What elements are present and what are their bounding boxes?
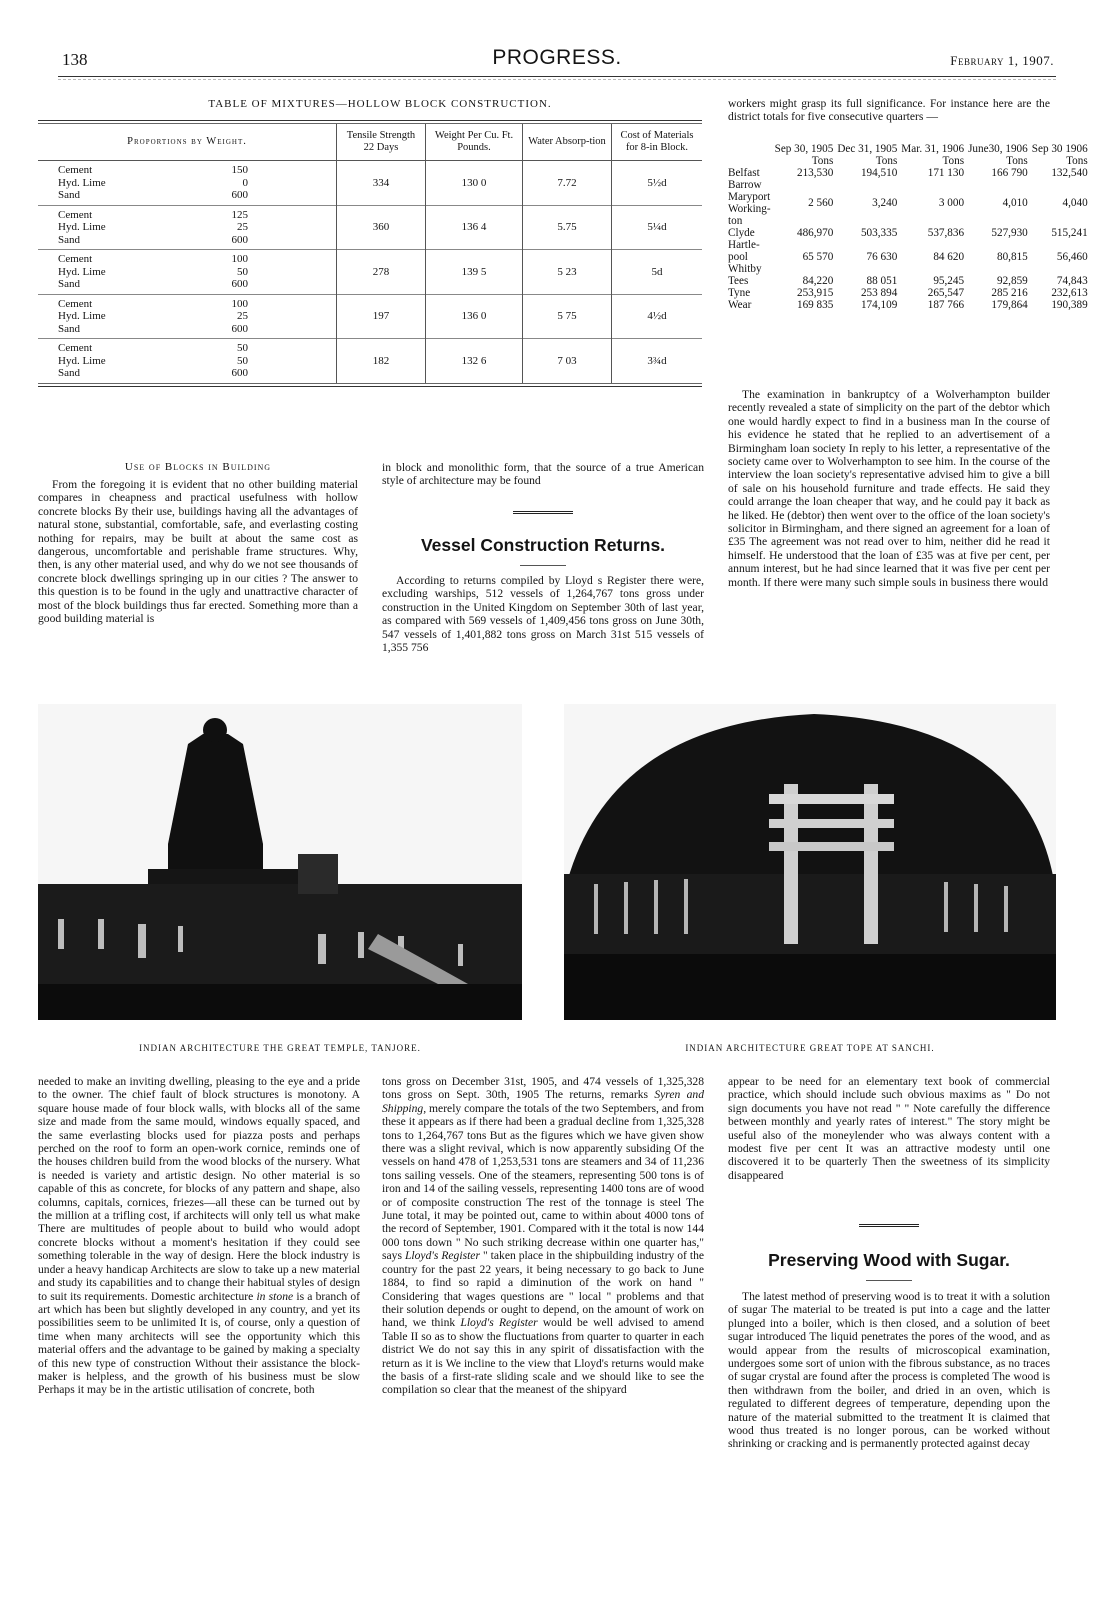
mix-cost-cell: 5d [612,250,703,295]
table-row [38,161,702,206]
sugar-headline: Preserving Wood with Sugar. [768,1250,1010,1270]
table-row [726,179,1090,227]
mix-amount: 600 [231,278,248,290]
mix-amount: 600 [231,367,248,379]
tonnage-value: 187 766 [927,299,965,311]
tonnage-value: 179,864 [991,299,1028,311]
mix-amount: 50 [237,342,248,354]
mix-tensile-cell: 197 [337,294,426,339]
mix-line [58,234,248,247]
headline-underline [866,1280,912,1281]
blocks-para-1-text: From the foregoing it is evident that no other building material compares in cheapness and practical usefulness with hollow concrete blocks By their use, buildings having all the advantages of natural stone, substantial, comfortable, safe, and everlasting costing nothing for repairs, may be built at about the same cost as dangerous, uncomfortable and perishable frame structures. Why, then, is any other material used, and why do we not see thousands of concrete block dwellings springing up in our cities ? The answer to this question is to be found in the ugly and unattractive character of most of the block buildings thus far erected. Something more than a good building material is [38,478,358,626]
tonnage-value: 174,109 [860,299,898,311]
blocks-para-3 [382,461,704,488]
shipping-intro: workers might grasp its full significance. For instance here are the district totals for five consecutive quarters — [728,97,1050,124]
mix-ingredient: Sand [58,367,80,379]
tonnage-value: 80,815 [996,251,1028,263]
blocks-para-2-b: is a branch of art which has been but slightly developed in any country, and yet its possibilities seem to be unlimited It is, of course, only a question of time when many architects will see the opportunity which this material offers and the advantage to be gained by making a specialty of this new type of construction Without their assistance the block-maker is helpless, and the growth of his business must be slow Perhaps it may be in the artistic utilisation of concrete, both [38,1289,361,1397]
tonnage-value: 285 216 [991,287,1028,299]
mix-line [58,164,248,177]
col-weight: Weight Per Cu. Ft. Pounds. [426,124,523,161]
tonnage-value: 515,241 [1051,227,1088,239]
blocks-para-3-text: in block and monolithic form, that the source of a true American style of architecture may be found [382,461,704,488]
mix-line [58,266,248,279]
temple-caption: INDIAN ARCHITECTURE THE GREAT TEMPLE, TANJORE. [139,1043,421,1053]
mix-proportions-cell [38,161,337,206]
mix-amount: 0 [242,176,248,189]
mix-weight-cell: 130 0 [426,161,523,206]
mix-line [58,323,248,336]
mix-ingredient: Cement [58,208,93,221]
header-rule-dashed [58,79,1056,80]
mix-ingredient: Hyd. Lime [58,176,106,189]
table-row [726,167,1090,179]
mix-ingredient: Hyd. Lime [58,265,106,278]
mix-line [58,310,248,323]
mixture-table-title: TABLE OF MIXTURES—HOLLOW BLOCK CONSTRUCTION. [208,98,552,110]
tonnage-value: 253,915 [796,287,834,299]
mix-ingredient: Hyd. Lime [58,221,106,233]
table-row [726,275,1090,287]
vessel-para-2-i3: Lloyd's Register [460,1316,538,1330]
tope-photo [564,704,1056,1020]
mix-ingredient: Cement [58,253,93,265]
table-row [726,227,1090,239]
mix-line [58,342,248,355]
tonnage-value: 4,040 [1062,197,1088,209]
unit-label: Tons [875,155,898,167]
mixture-table [38,124,702,383]
mix-ingredient: Cement [58,342,93,354]
mix-water-cell: 5.75 [523,205,612,250]
tonnage-value: 253 894 [860,287,898,299]
district-name: Tees [728,275,749,287]
mix-amount: 100 [231,253,248,265]
mix-line [58,367,248,380]
tonnage-value: 194,510 [860,167,898,179]
tonnage-value: 65 570 [802,251,834,263]
tonnage-value: 169 835 [796,299,834,311]
mix-tensile-cell: 334 [337,161,426,206]
mix-ingredient: Sand [58,233,80,246]
blocks-para-1 [38,478,358,625]
vessel-para-2-i1: Syren and Shipping, [382,1088,704,1115]
mix-amount: 100 [231,297,248,310]
blocks-para-2-a: needed to make an inviting dwelling, pleasing to the eye and a pride to the owner. The chief fault of block structures is monotony. A square house made of four block walls, with blocks all of the same size and made from the same mould, windows equally spaced, and the same everlasting blocks used for piazza posts and perhaps perched on the roof to form an open-work cornice, reminds one of the houses children build from the wood blocks of the nursery. What is needed is variety and artistic design. No other material is so capable of this as concrete, for blocks of any pattern and shape, also columns, capitals, cornices, friezes—all these can be turned out by the million at a trifling cost, if architects will only tell us what make There are multitudes of people about to build who would adopt concrete blocks without a moment's hesitation if they could see something tolerable in the way of design. Here the block industry is under a heavy handicap Architects are slow to take up a new material and study its capabilities and to change their habitual styles of design to suit its requirements. Domestic architecture [38,1075,360,1303]
vessel-para-2-d: would be well advised to amend Table II so as to show the fluctuations from quarter to quarter in each district We do not say this in any spirit of dissatisfaction with the return as it is We incline to the view that Lloyd's returns would make the basis of a first-rate sliding scale and we should like to see the compilation so clear that the meanest of the shipyard [382,1316,704,1397]
mix-line [58,221,248,234]
tonnage-value: 3 000 [938,197,965,209]
tonnage-value: 190,389 [1051,299,1088,311]
mix-amount: 25 [237,221,248,233]
table-row [726,239,1090,275]
tonnage-value: 3,240 [872,197,898,209]
col-proportions: Proportions by Weight. [127,136,247,147]
mix-cost-cell: 5¼d [612,205,703,250]
col-tensile: Tensile Strength 22 Days [337,124,426,161]
tonnage-value: 503,335 [860,227,898,239]
mix-line [58,177,248,190]
tope-illustration [564,704,1056,1020]
table-row [38,294,702,339]
tonnage-value: 84 620 [933,251,965,263]
page-number: 138 [62,50,88,69]
mix-weight-cell: 132 6 [426,339,523,383]
shipping-table-wrap [726,143,1088,311]
mix-cost-cell: 5½d [612,161,703,206]
tonnage-value: 537,836 [927,227,965,239]
tonnage-value: 74,843 [1056,275,1088,287]
mix-amount: 50 [237,265,248,278]
temple-illustration [38,704,522,1020]
mix-amount: 50 [237,354,248,367]
table-row [726,287,1090,299]
date-header: Mar. 31, 1906 [901,143,965,155]
mix-cost-cell: 3¾d [612,339,703,383]
mix-ingredient: Sand [58,189,80,201]
blocks-para-2-italic: in stone [256,1289,294,1303]
mix-ingredient: Sand [58,322,80,335]
vessel-para-2 [382,1075,704,1397]
mix-line [58,209,248,222]
vessel-para-2-text [382,1075,704,1397]
blocks-para-2-text [38,1075,360,1397]
tonnage-value: 56,460 [1056,251,1088,263]
temple-photo [38,704,522,1020]
bankruptcy-para-2-text: appear to be need for an elementary text book of commercial practice, which should include such obvious maxims as " Do not sign documents you have not read " " Note carefully the difference between monthly and yearly rates of interest." The story might be useful also of the moneylender who was always content with a modest five per cent It was an attractive modesty until one discovered it to be quarterly Then the sweetness of its simplicity disappeared [728,1075,1050,1182]
table-row [726,299,1090,311]
date-header: June30, 1906 [968,143,1028,155]
mix-amount: 600 [231,189,248,201]
tonnage-value: 166 790 [991,167,1028,179]
tonnage-value: 4,010 [1002,197,1028,209]
tope-caption: INDIAN ARCHITECTURE GREAT TOPE AT SANCHI. [685,1043,935,1053]
sugar-para-1 [728,1290,1050,1451]
mix-tensile-cell: 360 [337,205,426,250]
mix-amount: 600 [231,322,248,335]
table-row [38,205,702,250]
mix-proportions-cell [38,250,337,295]
mix-ingredient: Hyd. Lime [58,354,106,367]
date-header: Sep 30, 1905 [774,143,834,155]
unit-label: Tons [811,155,834,167]
mix-amount: 125 [231,208,248,221]
mix-weight-cell: 136 0 [426,294,523,339]
mix-water-cell: 5 23 [523,250,612,295]
mix-tensile-cell: 278 [337,250,426,295]
issue-date: February 1, 1907. [950,53,1054,68]
tonnage-value: 2 560 [808,197,834,209]
mix-proportions-cell [38,339,337,383]
shipping-table [726,143,1090,311]
mix-line [58,355,248,368]
vessel-para-1-text: According to returns compiled by Lloyd s Register there were, excluding warships, 512 vessels of 1,264,767 tons gross under construction in the United Kingdom on September 30th of last year, as compared with 569 vessels of 1,409,456 tons gross on June 30th, 547 vessels of 1,401,882 tons gross on March 31st 515 vessels of 1,355 756 [382,574,704,655]
col-water: Water Absorp-tion [523,124,612,161]
mix-proportions-cell [38,205,337,250]
tonnage-value: 76 630 [866,251,898,263]
table-row [38,250,702,295]
separator-rule [728,1224,1050,1234]
mix-water-cell: 7.72 [523,161,612,206]
vessel-para-2-b: merely compare the totals of the two Septembers, and from these it appears as if there had been a gradual decline from 1,325,328 tons to 1,264,767 tons But as the figures which we have given show there was a slight revival, which is now apparently subsiding Of the vessels on hand 478 of 1,253,531 tons are steamers and 34 of 11,236 tons sailing vessels. One of the steamers, representing 500 tons is of iron and 14 of the sailing vessels, representing 1400 tons are of wood or of composite construction The rest of the tonnage is steel The June total, it may be pointed out, came to within about 4000 tons of the record of September, 1901. Compared with it the total is now 144 000 tons down " No such striking decrease within one quarter has," says [382,1101,704,1263]
header-rule [58,76,1056,77]
mix-amount: 150 [231,164,248,176]
tonnage-value: 213,530 [796,167,834,179]
mix-ingredient: Sand [58,278,80,290]
vessel-para-1 [382,574,704,654]
tonnage-value: 232,613 [1051,287,1088,299]
mix-water-cell: 5 75 [523,294,612,339]
separator-rule [382,511,704,521]
district-name: Barrow Maryport Working-ton [728,179,771,227]
sugar-para-1-text: The latest method of preserving wood is to treat it with a solution of sugar The material to be treated is put into a cage and the latter plunged into a boiler, which is then closed, and a solution of beet sugar introduced The liquid penetrates the pores of the wood, and as would appear from the results of microscopical examination, undergoes some sort of union with the fibrous substance, as no traces of sugar crystal are found after the process is completed The wood is then withdrawn from the boiler, and dried in an oven, which is regulated to different degrees of temperature, depending upon the nature of the material submitted to the treatment It is claimed that wood thus treated is no longer porous, can be worked without shrinking or cracking and is permanently protected against decay [728,1290,1050,1451]
tonnage-value: 171 130 [927,167,965,179]
unit-label: Tons [942,155,965,167]
mix-ingredient: Hyd. Lime [58,310,106,322]
bankruptcy-para-1 [728,388,1050,589]
tonnage-value: 88 051 [866,275,898,287]
mix-line [58,189,248,202]
blocks-para-2 [38,1075,360,1397]
col-cost: Cost of Materials for 8-in Block. [612,124,703,161]
district-name: Wear [728,299,752,311]
mix-amount: 25 [237,310,248,322]
mix-weight-cell: 136 4 [426,205,523,250]
bankruptcy-para-2 [728,1075,1050,1182]
mix-line [58,298,248,311]
bankruptcy-para-1-text: The examination in bankruptcy of a Wolverhampton builder recently revealed a state of simplicity on the part of the debtor which one would hardly expect to find in a business man In the course of his evidence he stated that he replied to an advertisement of a Birmingham loan society In reply to his letter, a representative of the society came over to Wolverhampton to see him. In the course of the interview the loan society's representative advised him to give a bill of sale on his household furniture and trade effects. He said they could arrange the loan cheaper that way, and he could pay it back as he liked. He (debtor) then went over to the office of the loan society's solicitor in Birmingham, and there signed an agreement for a loan of £35 The agreement was not read over to him, neither did he read it himself. He understood that the loan of £35 was at five per cent, per annum interest, but he had since learned that it was five per cent per month. If there were many such simple souls in business there would [728,388,1050,589]
mixture-table-frame [38,120,702,387]
mix-ingredient: Cement [58,164,93,176]
headline-underline [520,565,566,566]
tonnage-value: 92,859 [996,275,1028,287]
table-row [38,339,702,383]
tonnage-value: 265,547 [927,287,965,299]
date-header: Dec 31, 1905 [837,143,898,155]
mix-amount: 600 [231,233,248,246]
date-header: Sep 30 1906 [1031,143,1088,155]
publication-title: PROGRESS. [492,46,622,69]
district-name: Belfast [728,167,760,179]
vessel-para-2-c: " taken place in the shipbuilding industry of the country for the past 22 years, it being necessary to go back to June 1884, to find so rapid a diminution of the work on hand " Considering that wages questions are " local " problems and that their solution depends or ought to depend, on the amount of work on hand, we think [382,1249,705,1330]
mix-proportions-cell [38,294,337,339]
mix-weight-cell: 139 5 [426,250,523,295]
tonnage-value: 132,540 [1051,167,1088,179]
mix-ingredient: Cement [58,297,93,310]
district-name: Hartle-pool Whitby [728,239,762,275]
unit-label: Tons [1066,155,1088,167]
vessel-para-2-i2: Lloyd's Register [404,1249,480,1263]
tonnage-value: 84,220 [802,275,834,287]
district-name: Clyde [728,227,755,239]
mix-tensile-cell: 182 [337,339,426,383]
tonnage-value: 486,970 [796,227,834,239]
unit-label: Tons [1006,155,1028,167]
tonnage-value: 527,930 [991,227,1028,239]
blocks-subhead: Use of Blocks in Building [124,461,272,473]
mix-cost-cell: 4½d [612,294,703,339]
vessel-para-2-a: tons gross on December 31st, 1905, and 474 vessels of 1,325,328 tons gross on Sept. 30th, 1905 The returns, remarks [382,1075,704,1102]
district-name: Tyne [728,287,751,299]
mix-water-cell: 7 03 [523,339,612,383]
mix-line [58,253,248,266]
vessel-headline: Vessel Construction Returns. [420,535,666,555]
tonnage-value: 95,245 [933,275,965,287]
mix-line [58,278,248,291]
